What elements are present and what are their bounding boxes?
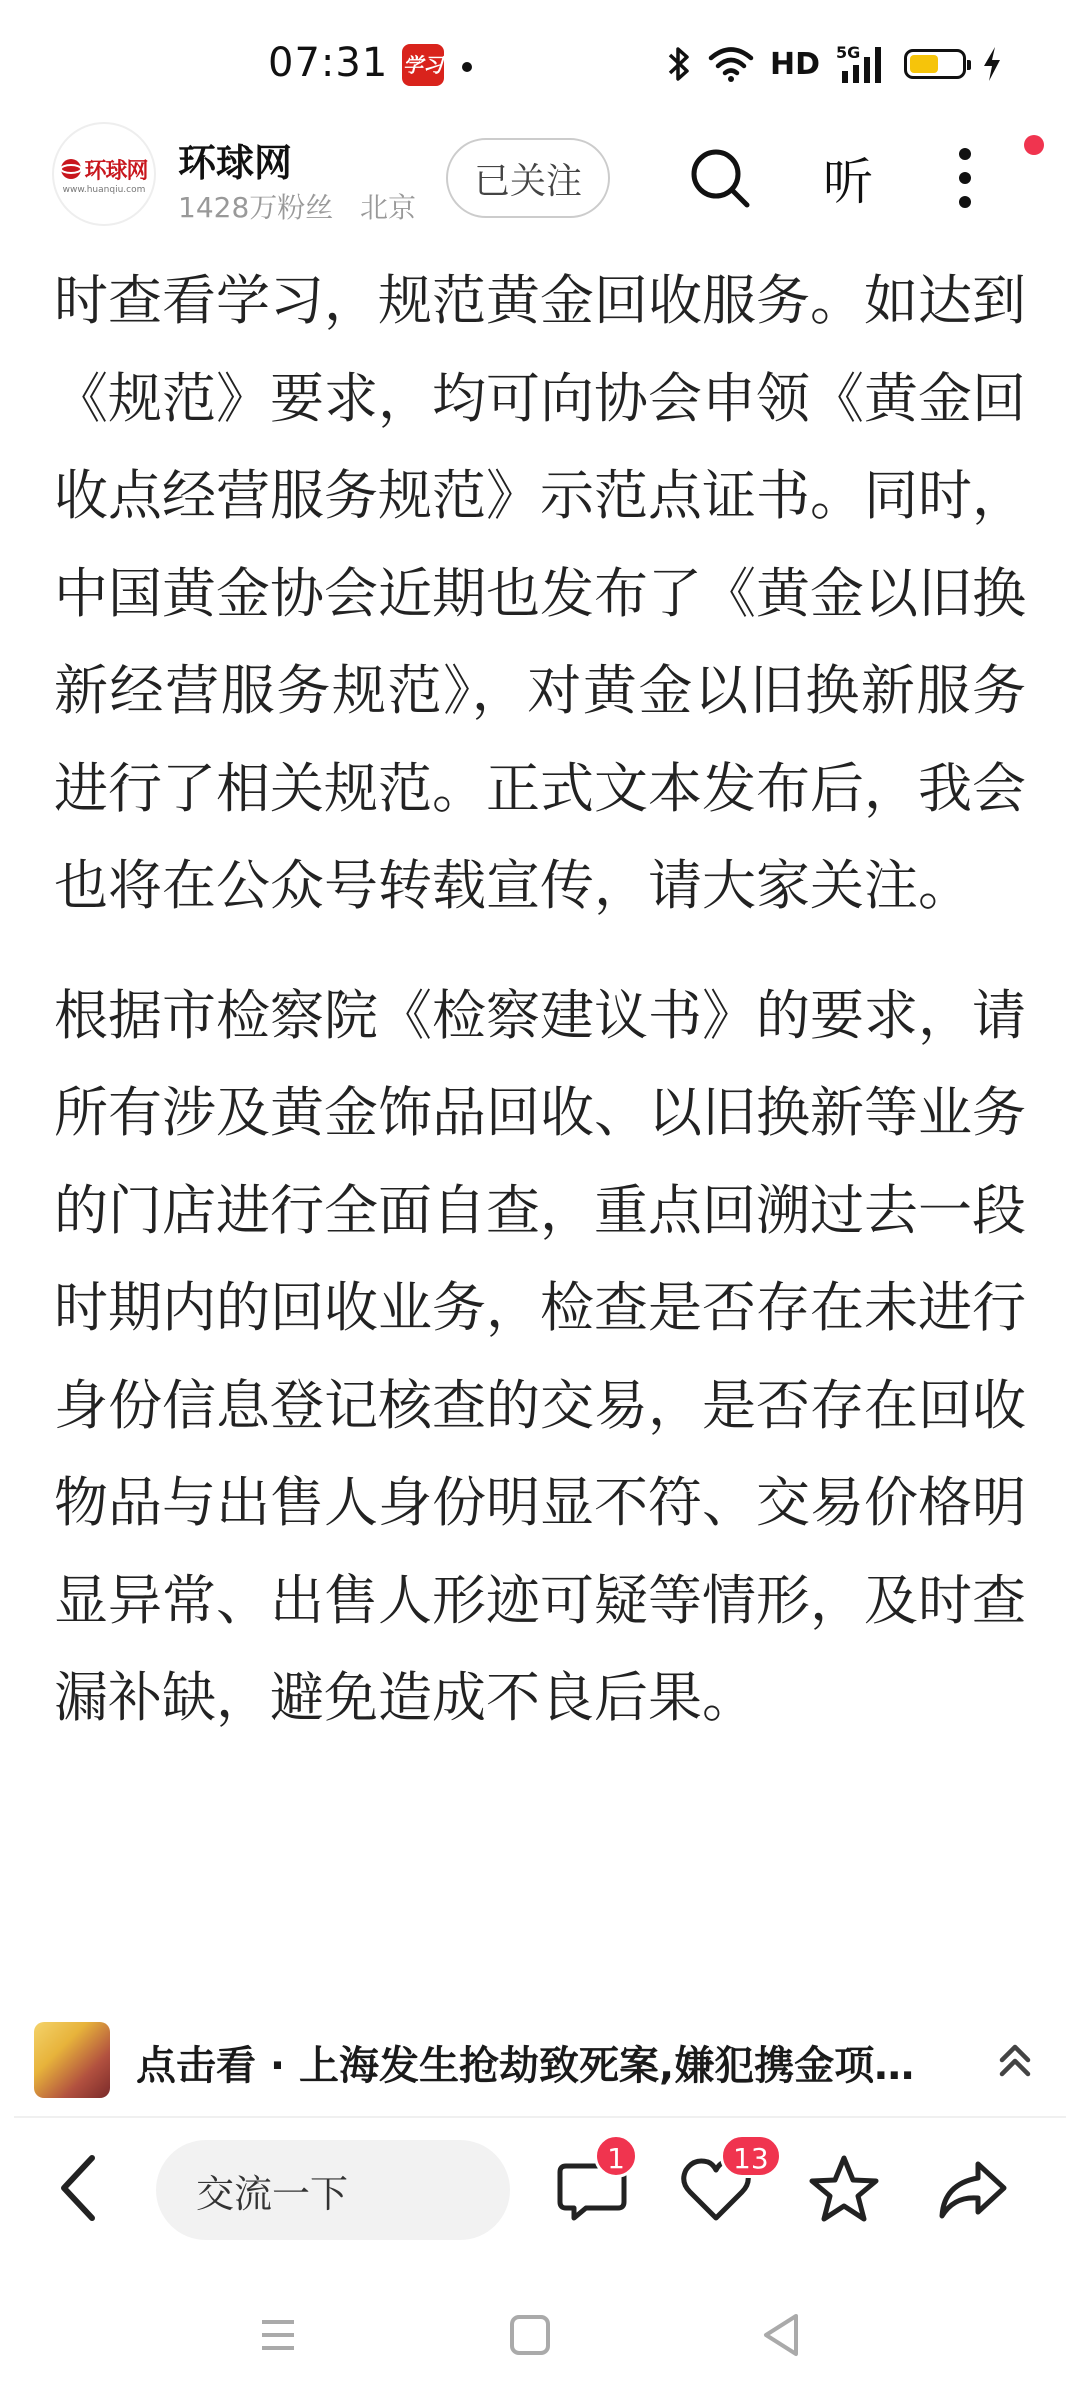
account-name[interactable]: 环球网 [178, 141, 293, 185]
system-navigation-bar [0, 2258, 1080, 2400]
follower-count: 1428万粉丝 [178, 191, 334, 224]
bluetooth-icon [666, 44, 692, 84]
back-arrow-icon[interactable] [50, 2148, 110, 2228]
svg-text:5G: 5G [836, 43, 861, 62]
article-paragraph: 根据市检察院《检察建议书》的要求，请所有涉及黄金饰品回收、以旧换新等业务的门店进行全面自查，重点回溯过去一段时期内的回收业务，检查是否存在未进行身份信息登记核查的交易，是否存在回收物品与出售人身份明显不符、交易价格明显异常、出售人形迹可疑等情形，及时查漏补缺，避免造成不良后果。 [54, 983, 1026, 1729]
status-time: 07:31 [268, 40, 389, 86]
listen-button[interactable]: 听 [823, 153, 873, 211]
back-nav-icon[interactable] [752, 2308, 812, 2362]
article-paragraph: 时查看学习，规范黄金回收服务。如达到《规范》要求，均可向协会申领《黄金回收点经营服务规范》示范点证书。同时，中国黄金协会近期也发布了《黄金以旧换新经营服务规范》，对黄金以旧换新服务进行了相关规范。正式文本发布后，我会也将在公众号转载宣传，请大家关注。 [54, 269, 1026, 917]
battery-icon [904, 49, 966, 79]
comment-input[interactable]: 交流一下 [156, 2140, 510, 2240]
chevron-up-double-icon[interactable] [990, 2032, 1040, 2088]
battery-level [910, 55, 938, 73]
status-icons [666, 42, 1002, 86]
comment-button[interactable] [552, 2142, 632, 2230]
account-location: 北京 [359, 191, 416, 224]
more-icon [958, 147, 972, 209]
notification-dot [462, 62, 472, 72]
related-news-title[interactable]: 点击看 · 上海发生抢劫致死案,嫌犯携金项… [136, 2043, 915, 2089]
home-nav-icon[interactable] [500, 2308, 560, 2362]
search-icon [689, 147, 751, 209]
menu-nav-icon[interactable] [248, 2308, 308, 2362]
related-news-thumbnail [34, 2022, 110, 2098]
account-avatar[interactable] [52, 122, 156, 226]
avatar-logo-text: 环球网 [84, 158, 148, 184]
share-button[interactable] [932, 2150, 1012, 2230]
follow-button[interactable]: 已关注 [446, 138, 610, 218]
like-button[interactable] [676, 2142, 769, 2230]
comment-count-badge: 1 [594, 2134, 638, 2178]
star-icon [804, 2150, 884, 2230]
signal-icon [836, 43, 888, 85]
app-notification-icon: 学习 [402, 44, 444, 86]
like-count-badge: 13 [720, 2134, 782, 2178]
favorite-button[interactable] [804, 2150, 884, 2230]
account-meta [178, 186, 416, 226]
notification-red-dot [1024, 135, 1044, 155]
charging-icon [982, 46, 1002, 82]
bottom-action-bar [0, 2118, 1080, 2258]
article-body [54, 252, 1026, 1747]
share-icon [932, 2150, 1012, 2230]
network-type-label: HD [769, 46, 820, 82]
avatar-logo-url: www.huanqiu.com [62, 184, 146, 195]
related-news-bar[interactable] [0, 2010, 1080, 2110]
globe-logo-icon [60, 158, 82, 180]
wifi-icon [708, 45, 754, 83]
status-bar [0, 0, 1080, 130]
more-button[interactable] [940, 140, 990, 216]
search-button[interactable] [680, 140, 760, 216]
